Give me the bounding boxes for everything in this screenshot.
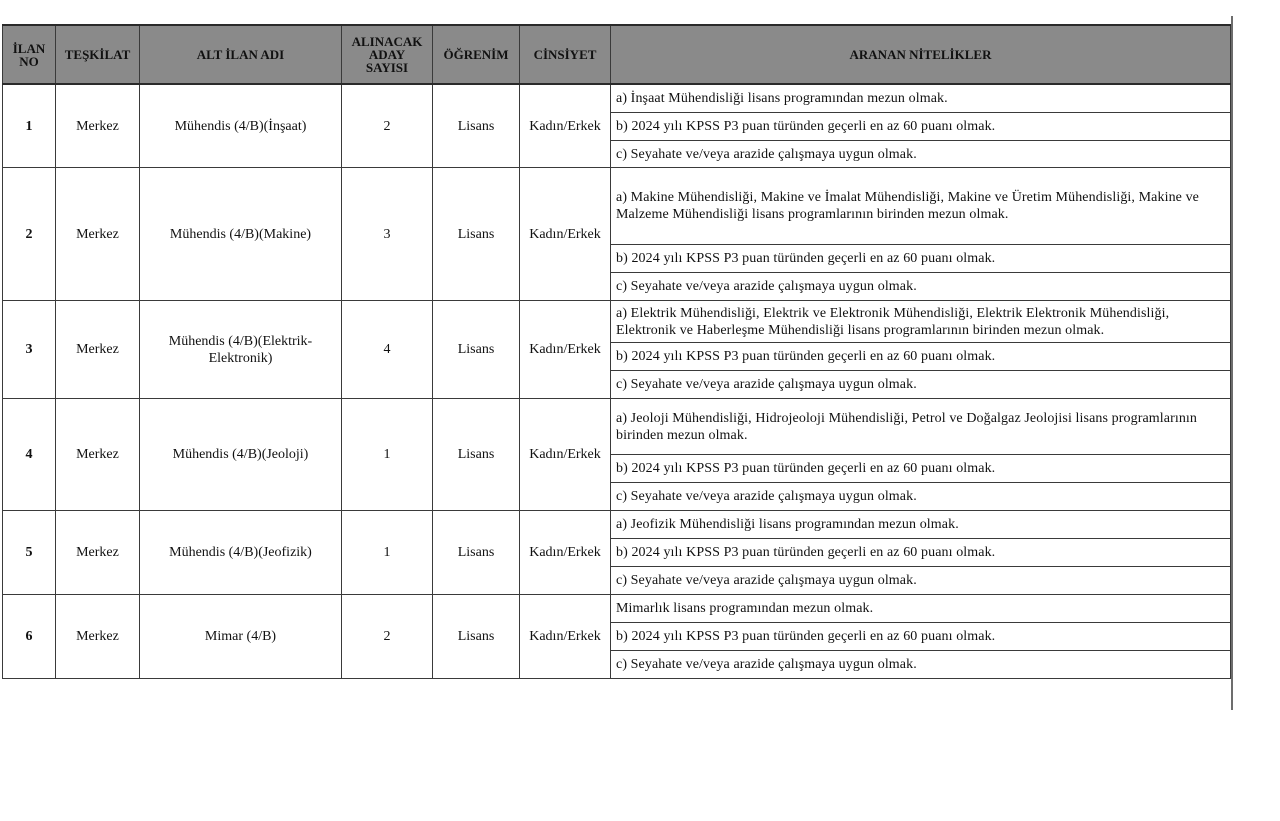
aday-sayisi-cell: 4: [342, 301, 433, 399]
qualification-cell: a) Makine Mühendisliği, Makine ve İmalat Mühendisliği, Makine ve Üretim Mühendisliği, Makine ve Malzeme Mühendisliği lisans programlarının birinden mezun olmak.: [611, 168, 1231, 245]
ogrenim-cell: Lisans: [433, 84, 520, 168]
table-row: [3, 399, 1231, 455]
teskilat-cell: Merkez: [56, 84, 140, 168]
qualification-cell: a) Jeofizik Mühendisliği lisans programından mezun olmak.: [611, 511, 1231, 539]
header-ogrenim: ÖĞRENİM: [433, 25, 520, 84]
ilan-no-cell: 1: [3, 84, 56, 168]
header-row: [3, 25, 1231, 84]
ogrenim-cell: Lisans: [433, 168, 520, 301]
cinsiyet-cell: Kadın/Erkek: [520, 168, 611, 301]
qualification-cell: b) 2024 yılı KPSS P3 puan türünden geçerli en az 60 puanı olmak.: [611, 455, 1231, 483]
table-row: [3, 301, 1231, 343]
alt-ilan-adi-cell: Mühendis (4/B)(İnşaat): [140, 84, 342, 168]
ogrenim-cell: Lisans: [433, 399, 520, 511]
aday-sayisi-cell: 2: [342, 84, 433, 168]
header-alt-ilan-adi: ALT İLAN ADI: [140, 25, 342, 84]
qualification-cell: c) Seyahate ve/veya arazide çalışmaya uygun olmak.: [611, 651, 1231, 679]
aday-sayisi-cell: 2: [342, 595, 433, 679]
qualification-cell: c) Seyahate ve/veya arazide çalışmaya uygun olmak.: [611, 483, 1231, 511]
ilan-no-cell: 5: [3, 511, 56, 595]
qualification-cell: a) İnşaat Mühendisliği lisans programından mezun olmak.: [611, 84, 1231, 113]
qualification-cell: a) Jeoloji Mühendisliği, Hidrojeoloji Mühendisliği, Petrol ve Doğalgaz Jeolojisi lisans programlarının birinden mezun olmak.: [611, 399, 1231, 455]
qualification-cell: b) 2024 yılı KPSS P3 puan türünden geçerli en az 60 puanı olmak.: [611, 113, 1231, 141]
aday-sayisi-cell: 1: [342, 399, 433, 511]
alt-ilan-adi-cell: Mühendis (4/B)(Jeofizik): [140, 511, 342, 595]
header-aday-sayisi: ALINACAK ADAY SAYISI: [342, 25, 433, 84]
ilan-no-cell: 6: [3, 595, 56, 679]
teskilat-cell: Merkez: [56, 168, 140, 301]
alt-ilan-adi-cell: Mühendis (4/B)(Elektrik-Elektronik): [140, 301, 342, 399]
table-body: [3, 84, 1231, 679]
alt-ilan-adi-cell: Mühendis (4/B)(Jeoloji): [140, 399, 342, 511]
cinsiyet-cell: Kadın/Erkek: [520, 399, 611, 511]
qualification-cell: c) Seyahate ve/veya arazide çalışmaya uygun olmak.: [611, 273, 1231, 301]
ilan-no-cell: 4: [3, 399, 56, 511]
table-row: [3, 168, 1231, 245]
job-listing-table: [2, 24, 1231, 679]
teskilat-cell: Merkez: [56, 399, 140, 511]
header-teskilat: TEŞKİLAT: [56, 25, 140, 84]
qualification-cell: b) 2024 yılı KPSS P3 puan türünden geçerli en az 60 puanı olmak.: [611, 343, 1231, 371]
qualification-cell: c) Seyahate ve/veya arazide çalışmaya uygun olmak.: [611, 141, 1231, 168]
header-cinsiyet: CİNSİYET: [520, 25, 611, 84]
aday-sayisi-cell: 3: [342, 168, 433, 301]
table-row: [3, 595, 1231, 623]
qualification-cell: c) Seyahate ve/veya arazide çalışmaya uygun olmak.: [611, 567, 1231, 595]
teskilat-cell: Merkez: [56, 511, 140, 595]
teskilat-cell: Merkez: [56, 301, 140, 399]
aday-sayisi-cell: 1: [342, 511, 433, 595]
ogrenim-cell: Lisans: [433, 301, 520, 399]
ogrenim-cell: Lisans: [433, 595, 520, 679]
header-aranan-nitelikler: ARANAN NİTELİKLER: [611, 25, 1231, 84]
qualification-cell: c) Seyahate ve/veya arazide çalışmaya uygun olmak.: [611, 371, 1231, 399]
alt-ilan-adi-cell: Mimar (4/B): [140, 595, 342, 679]
alt-ilan-adi-cell: Mühendis (4/B)(Makine): [140, 168, 342, 301]
page-edge-divider: [1231, 16, 1233, 710]
job-listing-table-container: [2, 24, 1230, 679]
header-ilan-no: İLAN NO: [3, 25, 56, 84]
ogrenim-cell: Lisans: [433, 511, 520, 595]
ilan-no-cell: 2: [3, 168, 56, 301]
ilan-no-cell: 3: [3, 301, 56, 399]
cinsiyet-cell: Kadın/Erkek: [520, 84, 611, 168]
qualification-cell: a) Elektrik Mühendisliği, Elektrik ve Elektronik Mühendisliği, Elektrik Elektronik Mühendisliği, Elektronik ve Haberleşme Mühendisliği lisans programlarının birinden mezun olmak.: [611, 301, 1231, 343]
table-row: [3, 511, 1231, 539]
teskilat-cell: Merkez: [56, 595, 140, 679]
qualification-cell: b) 2024 yılı KPSS P3 puan türünden geçerli en az 60 puanı olmak.: [611, 623, 1231, 651]
qualification-cell: b) 2024 yılı KPSS P3 puan türünden geçerli en az 60 puanı olmak.: [611, 245, 1231, 273]
cinsiyet-cell: Kadın/Erkek: [520, 511, 611, 595]
cinsiyet-cell: Kadın/Erkek: [520, 595, 611, 679]
qualification-cell: b) 2024 yılı KPSS P3 puan türünden geçerli en az 60 puanı olmak.: [611, 539, 1231, 567]
table-row: [3, 84, 1231, 113]
qualification-cell: Mimarlık lisans programından mezun olmak.: [611, 595, 1231, 623]
cinsiyet-cell: Kadın/Erkek: [520, 301, 611, 399]
